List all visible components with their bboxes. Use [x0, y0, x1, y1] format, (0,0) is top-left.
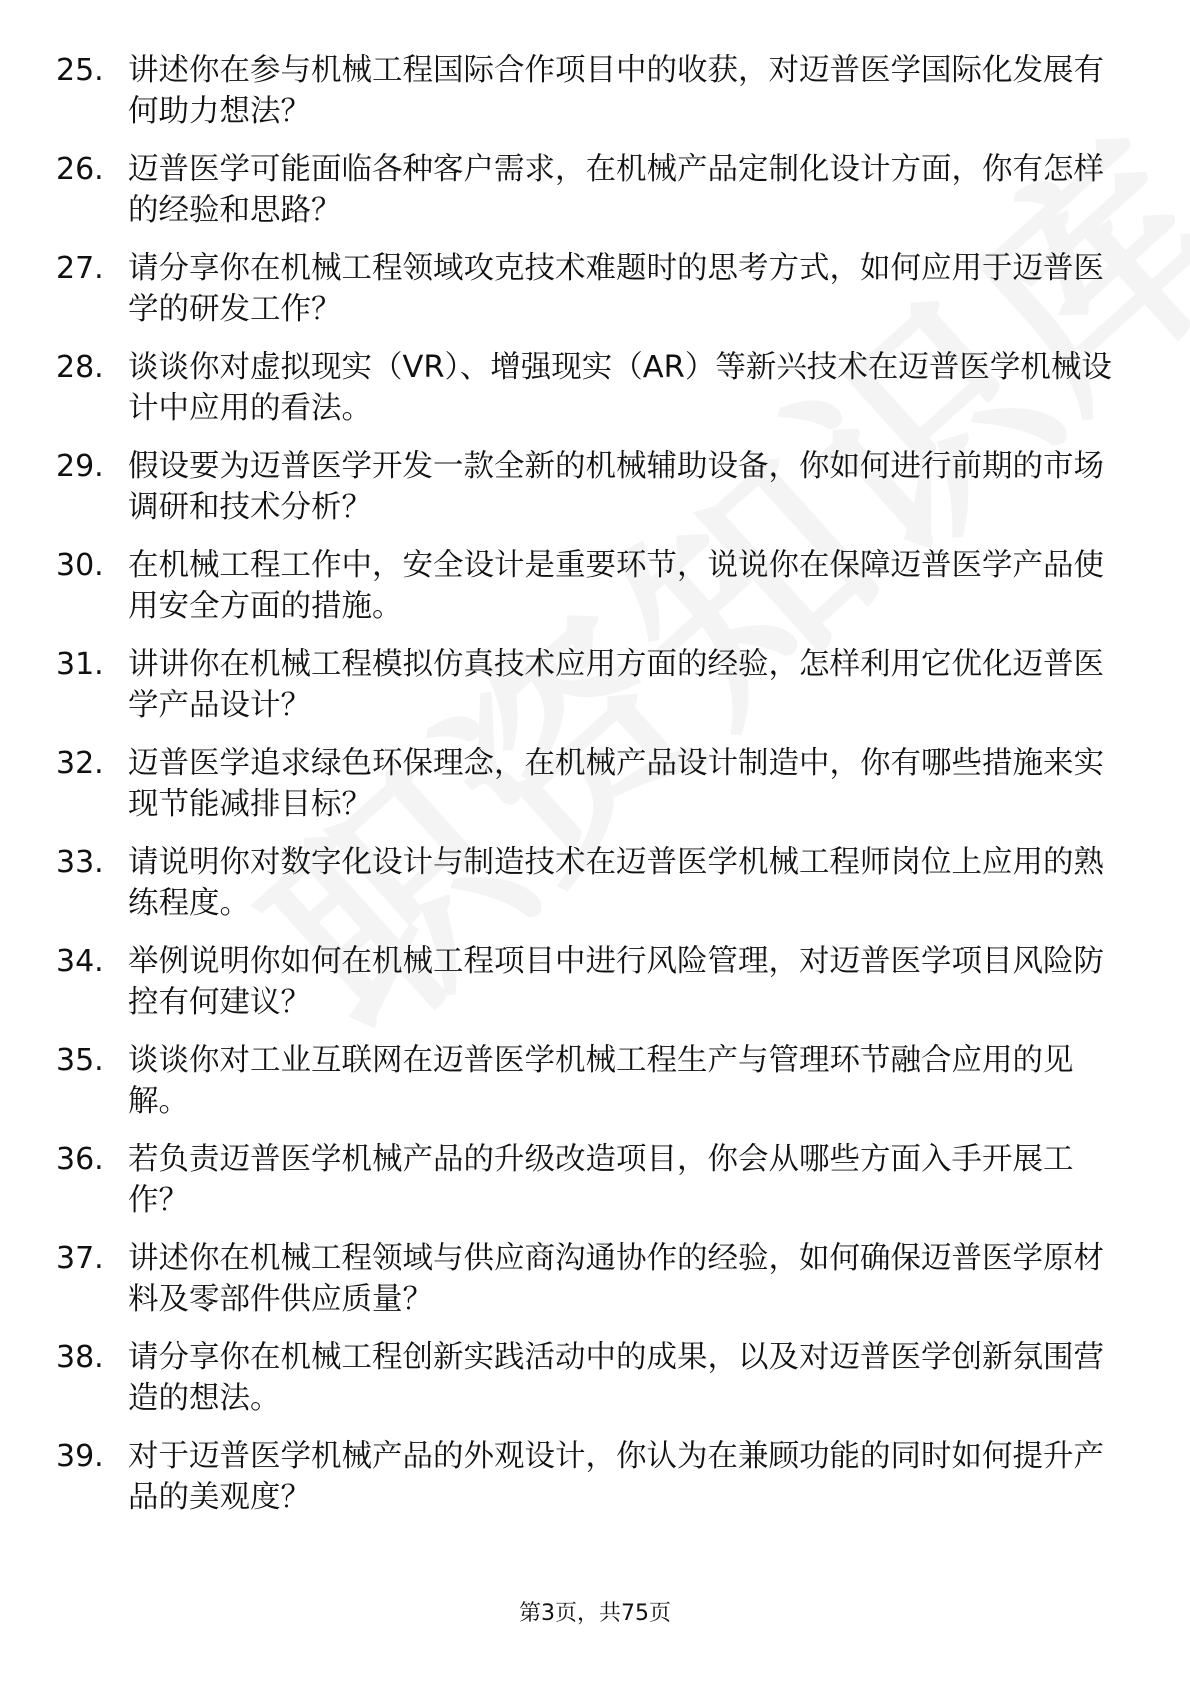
question-item [56, 149, 1116, 231]
question-item [56, 1139, 1116, 1221]
question-item [56, 347, 1116, 429]
question-item [56, 545, 1116, 627]
question-number: 28. [56, 350, 104, 385]
question-item [56, 1040, 1116, 1122]
question-text: 请分享你在机械工程创新实践活动中的成果，以及对迈普医学创新氛围营造的想法。 [128, 1340, 1104, 1416]
question-text: 请分享你在机械工程领域攻克技术难题时的思考方式，如何应用于迈普医学的研发工作？ [128, 251, 1104, 327]
page-footer [0, 1596, 1190, 1627]
question-text: 举例说明你如何在机械工程项目中进行风险管理，对迈普医学项目风险防控有何建议？ [128, 944, 1104, 1020]
question-text: 讲述你在机械工程领域与供应商沟通协作的经验，如何确保迈普医学原材料及零部件供应质量？ [128, 1241, 1104, 1317]
question-item [56, 248, 1116, 330]
question-text: 假设要为迈普医学开发一款全新的机械辅助设备，你如何进行前期的市场调研和技术分析？ [128, 449, 1104, 525]
question-text: 在机械工程工作中，安全设计是重要环节，说说你在保障迈普医学产品使用安全方面的措施。 [128, 548, 1104, 624]
question-number: 27. [56, 251, 104, 286]
question-item [56, 941, 1116, 1023]
question-number: 34. [56, 944, 104, 979]
question-text: 迈普医学追求绿色环保理念，在机械产品设计制造中，你有哪些措施来实现节能减排目标？ [128, 746, 1104, 822]
question-number: 37. [56, 1241, 104, 1276]
question-text: 讲讲你在机械工程模拟仿真技术应用方面的经验，怎样利用它优化迈普医学产品设计？ [128, 647, 1104, 723]
question-item [56, 1337, 1116, 1419]
question-number: 26. [56, 152, 104, 187]
question-item [56, 1238, 1116, 1320]
question-number: 29. [56, 449, 104, 484]
question-text: 对于迈普医学机械产品的外观设计，你认为在兼顾功能的同时如何提升产品的美观度？ [128, 1439, 1104, 1515]
question-item [56, 644, 1116, 726]
question-number: 39. [56, 1439, 104, 1474]
question-item [56, 1436, 1116, 1518]
question-number: 32. [56, 746, 104, 781]
question-text: 请说明你对数字化设计与制造技术在迈普医学机械工程师岗位上应用的熟练程度。 [128, 845, 1104, 921]
question-item [56, 446, 1116, 528]
question-item [56, 743, 1116, 825]
page-number-label: 第3页，共75页 [519, 1601, 671, 1626]
question-list [0, 50, 1190, 1535]
question-number: 33. [56, 845, 104, 880]
question-text: 谈谈你对虚拟现实（VR）、增强现实（AR）等新兴技术在迈普医学机械设计中应用的看法。 [128, 350, 1112, 426]
question-text: 讲述你在参与机械工程国际合作项目中的收获，对迈普医学国际化发展有何助力想法？ [128, 53, 1104, 129]
question-text: 谈谈你对工业互联网在迈普医学机械工程生产与管理环节融合应用的见解。 [128, 1043, 1074, 1119]
question-number: 25. [56, 53, 104, 88]
question-text: 迈普医学可能面临各种客户需求，在机械产品定制化设计方面，你有怎样的经验和思路？ [128, 152, 1104, 228]
question-item [56, 842, 1116, 924]
question-number: 31. [56, 647, 104, 682]
question-item [56, 50, 1116, 132]
question-text: 若负责迈普医学机械产品的升级改造项目，你会从哪些方面入手开展工作？ [128, 1142, 1074, 1218]
question-number: 36. [56, 1142, 104, 1177]
question-number: 30. [56, 548, 104, 583]
question-number: 38. [56, 1340, 104, 1375]
question-number: 35. [56, 1043, 104, 1078]
